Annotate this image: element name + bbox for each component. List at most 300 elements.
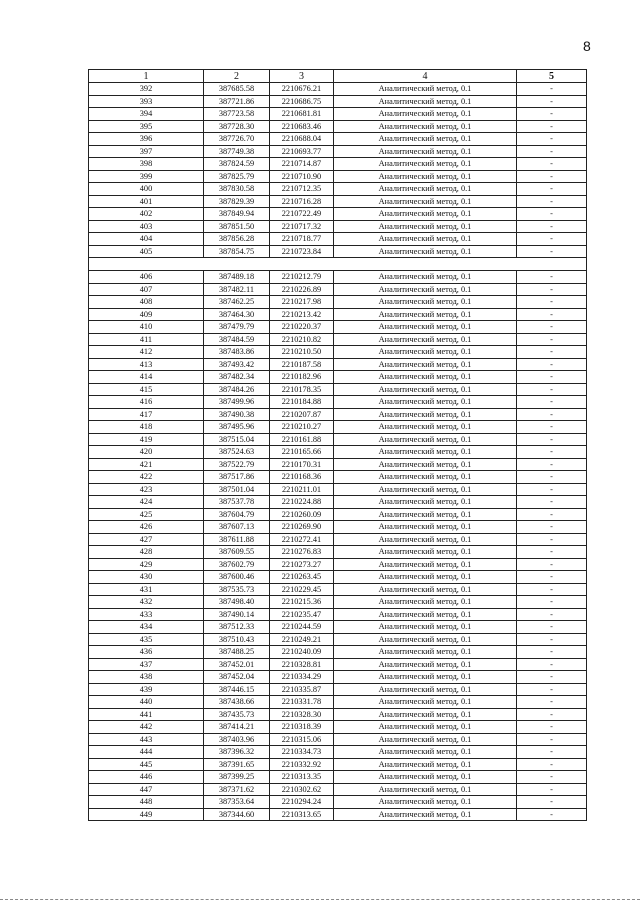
table-cell-col-1: 411 xyxy=(89,333,204,346)
table-row xyxy=(89,508,587,521)
table-cell-col-3: 2210681.81 xyxy=(270,108,334,121)
table-cell-col-2: 387462.25 xyxy=(204,296,270,309)
table-row xyxy=(89,170,587,183)
table-cell-col-2: 387452.01 xyxy=(204,658,270,671)
table-cell-col-1: 423 xyxy=(89,483,204,496)
header-col-3: 3 xyxy=(270,70,334,83)
table-cell-col-4: Аналитический метод, 0.1 xyxy=(334,658,517,671)
table-cell-col-3: 2210328.81 xyxy=(270,658,334,671)
table-row xyxy=(89,746,587,759)
table-row xyxy=(89,433,587,446)
table-cell-col-3: 2210224.88 xyxy=(270,496,334,509)
table-cell-col-5: - xyxy=(517,83,587,96)
table-row xyxy=(89,95,587,108)
table-cell-col-1: 441 xyxy=(89,708,204,721)
table-cell-col-4: Аналитический метод, 0.1 xyxy=(334,508,517,521)
table-cell-col-4: Аналитический метод, 0.1 xyxy=(334,483,517,496)
table-row xyxy=(89,483,587,496)
header-col-2: 2 xyxy=(204,70,270,83)
table-cell-col-4: Аналитический метод, 0.1 xyxy=(334,133,517,146)
table-cell-col-2: 387479.79 xyxy=(204,321,270,334)
table-cell-col-2: 387849.94 xyxy=(204,208,270,221)
table-cell-col-1: 449 xyxy=(89,808,204,821)
table-cell-col-2: 387438.66 xyxy=(204,696,270,709)
table-row xyxy=(89,758,587,771)
table-cell-col-1: 419 xyxy=(89,433,204,446)
table-cell-col-5: - xyxy=(517,683,587,696)
table-row xyxy=(89,83,587,96)
table-cell-col-4: Аналитический метод, 0.1 xyxy=(334,271,517,284)
table-cell-col-5: - xyxy=(517,383,587,396)
table-row xyxy=(89,583,587,596)
table-cell-col-4: Аналитический метод, 0.1 xyxy=(334,346,517,359)
table-cell-col-1: 418 xyxy=(89,421,204,434)
table-cell-col-4: Аналитический метод, 0.1 xyxy=(334,583,517,596)
table-cell-col-3: 2210334.73 xyxy=(270,746,334,759)
table-cell-col-1: 442 xyxy=(89,721,204,734)
table-cell-col-1: 448 xyxy=(89,796,204,809)
table-row xyxy=(89,633,587,646)
table-cell-col-2: 387851.50 xyxy=(204,220,270,233)
table-cell-col-3: 2210210.82 xyxy=(270,333,334,346)
table-cell-col-4: Аналитический метод, 0.1 xyxy=(334,533,517,546)
table-cell-col-4: Аналитический метод, 0.1 xyxy=(334,145,517,158)
header-col-5: 5 xyxy=(517,70,587,83)
table-cell-col-5: - xyxy=(517,458,587,471)
table-cell-col-1: 425 xyxy=(89,508,204,521)
table-row xyxy=(89,708,587,721)
table-cell-col-2: 387607.13 xyxy=(204,521,270,534)
table-row xyxy=(89,771,587,784)
header-col-1: 1 xyxy=(89,70,204,83)
table-cell-col-4: Аналитический метод, 0.1 xyxy=(334,558,517,571)
table-row xyxy=(89,558,587,571)
table-cell-col-5: - xyxy=(517,583,587,596)
table-cell-col-5: - xyxy=(517,408,587,421)
table-cell-col-4: Аналитический метод, 0.1 xyxy=(334,496,517,509)
table-cell-col-3: 2210165.66 xyxy=(270,446,334,459)
table-cell-col-1: 401 xyxy=(89,195,204,208)
table-cell-col-2: 387371.62 xyxy=(204,783,270,796)
table-cell-col-1: 398 xyxy=(89,158,204,171)
coordinates-table xyxy=(88,69,587,821)
table-cell-col-3: 2210182.96 xyxy=(270,371,334,384)
table-cell-col-5: - xyxy=(517,145,587,158)
table-cell-col-4: Аналитический метод, 0.1 xyxy=(334,746,517,759)
table-cell-col-4: Аналитический метод, 0.1 xyxy=(334,233,517,246)
table-row xyxy=(89,721,587,734)
table-cell-col-3: 2210235.47 xyxy=(270,608,334,621)
table-row xyxy=(89,220,587,233)
table-cell-col-3: 2210714.87 xyxy=(270,158,334,171)
table-row xyxy=(89,696,587,709)
table-cell-col-2: 387825.79 xyxy=(204,170,270,183)
table-cell-col-4: Аналитический метод, 0.1 xyxy=(334,120,517,133)
table-row xyxy=(89,396,587,409)
table-cell-col-5: - xyxy=(517,758,587,771)
table-cell-col-1: 445 xyxy=(89,758,204,771)
table-cell-col-4: Аналитический метод, 0.1 xyxy=(334,321,517,334)
table-cell-col-5: - xyxy=(517,771,587,784)
table-cell-col-2: 387685.58 xyxy=(204,83,270,96)
table-cell-col-4: Аналитический метод, 0.1 xyxy=(334,421,517,434)
table-cell-col-5: - xyxy=(517,608,587,621)
table-cell-col-3: 2210318.39 xyxy=(270,721,334,734)
table-cell-col-1: 422 xyxy=(89,471,204,484)
table-cell-col-3: 2210718.77 xyxy=(270,233,334,246)
table-cell-col-4: Аналитический метод, 0.1 xyxy=(334,646,517,659)
table-cell-col-2: 387353.64 xyxy=(204,796,270,809)
table-cell-col-3: 2210272.41 xyxy=(270,533,334,546)
table-cell-col-5: - xyxy=(517,333,587,346)
table-cell-col-2: 387484.59 xyxy=(204,333,270,346)
table-cell-col-3: 2210693.77 xyxy=(270,145,334,158)
table-cell-col-5: - xyxy=(517,471,587,484)
table-cell-col-2: 387609.55 xyxy=(204,546,270,559)
table-cell-col-4: Аналитический метод, 0.1 xyxy=(334,771,517,784)
table-row xyxy=(89,733,587,746)
table-cell-col-2: 387403.96 xyxy=(204,733,270,746)
table-cell-col-4: Аналитический метод, 0.1 xyxy=(334,796,517,809)
table-cell-col-3: 2210229.45 xyxy=(270,583,334,596)
table-row xyxy=(89,533,587,546)
table-cell-col-5: - xyxy=(517,708,587,721)
table-cell-col-2: 387482.11 xyxy=(204,283,270,296)
table-cell-col-4: Аналитический метод, 0.1 xyxy=(334,671,517,684)
table-cell-col-5: - xyxy=(517,483,587,496)
table-cell-col-4: Аналитический метод, 0.1 xyxy=(334,608,517,621)
table-cell-col-5: - xyxy=(517,133,587,146)
table-cell-col-3: 2210717.32 xyxy=(270,220,334,233)
table-row xyxy=(89,321,587,334)
table-cell-col-2: 387535.73 xyxy=(204,583,270,596)
table-row xyxy=(89,308,587,321)
table-cell-col-2: 387489.18 xyxy=(204,271,270,284)
table-cell-col-5: - xyxy=(517,296,587,309)
table-cell-col-5: - xyxy=(517,433,587,446)
table-row xyxy=(89,183,587,196)
table-cell-col-5: - xyxy=(517,283,587,296)
table-row xyxy=(89,358,587,371)
table-row xyxy=(89,296,587,309)
table-cell-col-5: - xyxy=(517,245,587,258)
table-cell-col-5: - xyxy=(517,783,587,796)
table-cell-col-3: 2210178.35 xyxy=(270,383,334,396)
table-cell-col-5: - xyxy=(517,521,587,534)
table-cell-col-4: Аналитический метод, 0.1 xyxy=(334,458,517,471)
table-row xyxy=(89,783,587,796)
table-cell-col-1: 406 xyxy=(89,271,204,284)
table-cell-col-5: - xyxy=(517,733,587,746)
table-cell-col-4: Аналитический метод, 0.1 xyxy=(334,396,517,409)
table-cell-col-3: 2210220.37 xyxy=(270,321,334,334)
table-cell-col-1: 397 xyxy=(89,145,204,158)
table-cell-col-1: 412 xyxy=(89,346,204,359)
table-cell-col-4: Аналитический метод, 0.1 xyxy=(334,596,517,609)
table-cell-col-4: Аналитический метод, 0.1 xyxy=(334,296,517,309)
table-cell-col-4: Аналитический метод, 0.1 xyxy=(334,721,517,734)
table-cell-col-2: 387344.60 xyxy=(204,808,270,821)
table-cell-col-1: 404 xyxy=(89,233,204,246)
table-cell-col-2: 387824.59 xyxy=(204,158,270,171)
table-cell-col-1: 421 xyxy=(89,458,204,471)
table-cell-col-5: - xyxy=(517,271,587,284)
table-cell-col-5: - xyxy=(517,808,587,821)
table-cell-col-5: - xyxy=(517,358,587,371)
table-cell-col-4: Аналитический метод, 0.1 xyxy=(334,83,517,96)
table-cell-col-4: Аналитический метод, 0.1 xyxy=(334,546,517,559)
table-cell-col-1: 403 xyxy=(89,220,204,233)
table-cell-col-2: 387414.21 xyxy=(204,721,270,734)
table-cell-col-5: - xyxy=(517,621,587,634)
table-cell-col-1: 444 xyxy=(89,746,204,759)
table-cell-col-4: Аналитический метод, 0.1 xyxy=(334,696,517,709)
table-cell-col-4: Аналитический метод, 0.1 xyxy=(334,371,517,384)
table-cell-col-2: 387524.63 xyxy=(204,446,270,459)
table-cell-col-2: 387493.42 xyxy=(204,358,270,371)
table-cell-col-2: 387602.79 xyxy=(204,558,270,571)
table-cell-col-1: 394 xyxy=(89,108,204,121)
table-cell-col-1: 440 xyxy=(89,696,204,709)
table-cell-col-3: 2210313.65 xyxy=(270,808,334,821)
table-cell-col-5: - xyxy=(517,658,587,671)
table-row xyxy=(89,233,587,246)
table-cell-col-5: - xyxy=(517,546,587,559)
table-cell-col-3: 2210328.30 xyxy=(270,708,334,721)
table-cell-col-1: 443 xyxy=(89,733,204,746)
table-cell-col-3: 2210213.42 xyxy=(270,308,334,321)
table-cell-col-2: 387854.75 xyxy=(204,245,270,258)
table-cell-col-3: 2210212.79 xyxy=(270,271,334,284)
table-cell-col-3: 2210187.58 xyxy=(270,358,334,371)
table-cell-col-4: Аналитический метод, 0.1 xyxy=(334,195,517,208)
page-number: 8 xyxy=(583,38,591,54)
table-cell-col-3: 2210302.62 xyxy=(270,783,334,796)
table-cell-col-3: 2210226.89 xyxy=(270,283,334,296)
table-cell-col-5: - xyxy=(517,533,587,546)
table-cell-col-4: Аналитический метод, 0.1 xyxy=(334,158,517,171)
table-cell-col-5: - xyxy=(517,746,587,759)
table-row xyxy=(89,446,587,459)
table-row xyxy=(89,408,587,421)
table-row xyxy=(89,283,587,296)
table-cell-col-5: - xyxy=(517,796,587,809)
table-cell-col-4: Аналитический метод, 0.1 xyxy=(334,446,517,459)
table-cell-col-3: 2210269.90 xyxy=(270,521,334,534)
table-cell-col-3: 2210335.87 xyxy=(270,683,334,696)
table-cell-col-2: 387517.86 xyxy=(204,471,270,484)
table-cell-col-5: - xyxy=(517,120,587,133)
table-row xyxy=(89,796,587,809)
table-cell-col-2: 387829.39 xyxy=(204,195,270,208)
table-cell-col-2: 387488.25 xyxy=(204,646,270,659)
table-cell-col-1: 433 xyxy=(89,608,204,621)
table-cell-col-2: 387728.30 xyxy=(204,120,270,133)
table-cell-col-5: - xyxy=(517,508,587,521)
table-cell-col-2: 387435.73 xyxy=(204,708,270,721)
table-cell-col-4: Аналитический метод, 0.1 xyxy=(334,183,517,196)
table-cell-col-3: 2210263.45 xyxy=(270,571,334,584)
table-row xyxy=(89,471,587,484)
table-cell-col-1: 430 xyxy=(89,571,204,584)
page-bottom-edge xyxy=(0,899,640,901)
table-cell-col-4: Аналитический метод, 0.1 xyxy=(334,108,517,121)
table-row xyxy=(89,371,587,384)
table-cell-col-3: 2210217.98 xyxy=(270,296,334,309)
table-cell-col-4: Аналитический метод, 0.1 xyxy=(334,308,517,321)
table-cell-col-1: 416 xyxy=(89,396,204,409)
table-cell-col-5: - xyxy=(517,220,587,233)
table-cell-col-1: 438 xyxy=(89,671,204,684)
table-cell-col-3: 2210723.84 xyxy=(270,245,334,258)
table-row xyxy=(89,383,587,396)
table-cell-col-3: 2210712.35 xyxy=(270,183,334,196)
table-cell-col-4: Аналитический метод, 0.1 xyxy=(334,408,517,421)
table-cell-col-4: Аналитический метод, 0.1 xyxy=(334,333,517,346)
table-cell-col-4: Аналитический метод, 0.1 xyxy=(334,208,517,221)
table-cell-col-3: 2210207.87 xyxy=(270,408,334,421)
table-cell-col-3: 2210170.31 xyxy=(270,458,334,471)
table-cell-col-3: 2210249.21 xyxy=(270,633,334,646)
table-cell-col-1: 415 xyxy=(89,383,204,396)
table-cell-col-4: Аналитический метод, 0.1 xyxy=(334,245,517,258)
table-cell-col-3: 2210716.28 xyxy=(270,195,334,208)
table-cell-col-1: 395 xyxy=(89,120,204,133)
table-cell-col-5: - xyxy=(517,321,587,334)
table-cell-col-5: - xyxy=(517,308,587,321)
table-cell-col-3: 2210276.83 xyxy=(270,546,334,559)
table-cell-col-5: - xyxy=(517,633,587,646)
table-cell-col-5: - xyxy=(517,558,587,571)
table-cell-col-4: Аналитический метод, 0.1 xyxy=(334,758,517,771)
table-cell-col-3: 2210273.27 xyxy=(270,558,334,571)
table-cell-col-5: - xyxy=(517,646,587,659)
table-cell-col-2: 387726.70 xyxy=(204,133,270,146)
table-cell-col-3: 2210210.50 xyxy=(270,346,334,359)
table-cell-col-4: Аналитический метод, 0.1 xyxy=(334,170,517,183)
table-cell-col-1: 405 xyxy=(89,245,204,258)
table-cell-col-2: 387611.88 xyxy=(204,533,270,546)
table-row xyxy=(89,195,587,208)
table-cell-col-1: 410 xyxy=(89,321,204,334)
table-cell-col-4: Аналитический метод, 0.1 xyxy=(334,383,517,396)
table-cell-col-3: 2210161.88 xyxy=(270,433,334,446)
table-cell-col-2: 387600.46 xyxy=(204,571,270,584)
table-row xyxy=(89,596,587,609)
table-cell-col-1: 413 xyxy=(89,358,204,371)
table-cell-col-2: 387490.38 xyxy=(204,408,270,421)
table-cell-col-3: 2210334.29 xyxy=(270,671,334,684)
table-cell-col-2: 387537.78 xyxy=(204,496,270,509)
table-cell-col-5: - xyxy=(517,346,587,359)
table-row xyxy=(89,120,587,133)
table-cell-col-1: 392 xyxy=(89,83,204,96)
table-cell-col-1: 408 xyxy=(89,296,204,309)
table-cell-col-4: Аналитический метод, 0.1 xyxy=(334,808,517,821)
table-row xyxy=(89,108,587,121)
table-cell-col-1: 407 xyxy=(89,283,204,296)
separator-cell xyxy=(89,258,587,271)
table-cell-col-1: 426 xyxy=(89,521,204,534)
table-cell-col-3: 2210215.36 xyxy=(270,596,334,609)
table-row xyxy=(89,808,587,821)
table-row xyxy=(89,683,587,696)
table-cell-col-2: 387446.15 xyxy=(204,683,270,696)
table-cell-col-4: Аналитический метод, 0.1 xyxy=(334,433,517,446)
table-cell-col-3: 2210240.09 xyxy=(270,646,334,659)
table-cell-col-3: 2210260.09 xyxy=(270,508,334,521)
table-cell-col-1: 409 xyxy=(89,308,204,321)
table-cell-col-2: 387484.26 xyxy=(204,383,270,396)
table-cell-col-3: 2210722.49 xyxy=(270,208,334,221)
table-cell-col-2: 387515.04 xyxy=(204,433,270,446)
table-row xyxy=(89,608,587,621)
table-cell-col-2: 387498.40 xyxy=(204,596,270,609)
table-cell-col-1: 414 xyxy=(89,371,204,384)
table-cell-col-5: - xyxy=(517,233,587,246)
table-cell-col-2: 387522.79 xyxy=(204,458,270,471)
table-cell-col-1: 432 xyxy=(89,596,204,609)
table-cell-col-4: Аналитический метод, 0.1 xyxy=(334,708,517,721)
table-cell-col-4: Аналитический метод, 0.1 xyxy=(334,683,517,696)
table-cell-col-1: 417 xyxy=(89,408,204,421)
table-row xyxy=(89,145,587,158)
table-cell-col-2: 387501.04 xyxy=(204,483,270,496)
table-cell-col-4: Аналитический метод, 0.1 xyxy=(334,95,517,108)
table-cell-col-5: - xyxy=(517,108,587,121)
table-row xyxy=(89,208,587,221)
table-cell-col-1: 399 xyxy=(89,170,204,183)
table-cell-col-1: 436 xyxy=(89,646,204,659)
table-cell-col-4: Аналитический метод, 0.1 xyxy=(334,283,517,296)
table-cell-col-3: 2210683.46 xyxy=(270,120,334,133)
table-cell-col-1: 427 xyxy=(89,533,204,546)
table-cell-col-5: - xyxy=(517,446,587,459)
table-cell-col-5: - xyxy=(517,371,587,384)
table-cell-col-1: 435 xyxy=(89,633,204,646)
table-cell-col-3: 2210210.27 xyxy=(270,421,334,434)
table-cell-col-1: 400 xyxy=(89,183,204,196)
table-row xyxy=(89,271,587,284)
table-header-row xyxy=(89,70,587,83)
table-row xyxy=(89,671,587,684)
table-cell-col-2: 387490.14 xyxy=(204,608,270,621)
table-cell-col-3: 2210676.21 xyxy=(270,83,334,96)
table-cell-col-3: 2210315.06 xyxy=(270,733,334,746)
table-cell-col-3: 2210313.35 xyxy=(270,771,334,784)
table-cell-col-1: 434 xyxy=(89,621,204,634)
table-row xyxy=(89,658,587,671)
table-cell-col-5: - xyxy=(517,396,587,409)
table-cell-col-1: 446 xyxy=(89,771,204,784)
table-cell-col-4: Аналитический метод, 0.1 xyxy=(334,733,517,746)
table-row xyxy=(89,521,587,534)
table-row xyxy=(89,646,587,659)
table-cell-col-2: 387723.58 xyxy=(204,108,270,121)
table-cell-col-2: 387499.96 xyxy=(204,396,270,409)
table-cell-col-1: 396 xyxy=(89,133,204,146)
table-row xyxy=(89,245,587,258)
table-cell-col-5: - xyxy=(517,208,587,221)
table-cell-col-2: 387483.86 xyxy=(204,346,270,359)
table-cell-col-2: 387495.96 xyxy=(204,421,270,434)
table-cell-col-2: 387749.38 xyxy=(204,145,270,158)
table-row xyxy=(89,133,587,146)
table-row xyxy=(89,421,587,434)
table-cell-col-4: Аналитический метод, 0.1 xyxy=(334,521,517,534)
table-cell-col-5: - xyxy=(517,421,587,434)
table-cell-col-2: 387510.43 xyxy=(204,633,270,646)
